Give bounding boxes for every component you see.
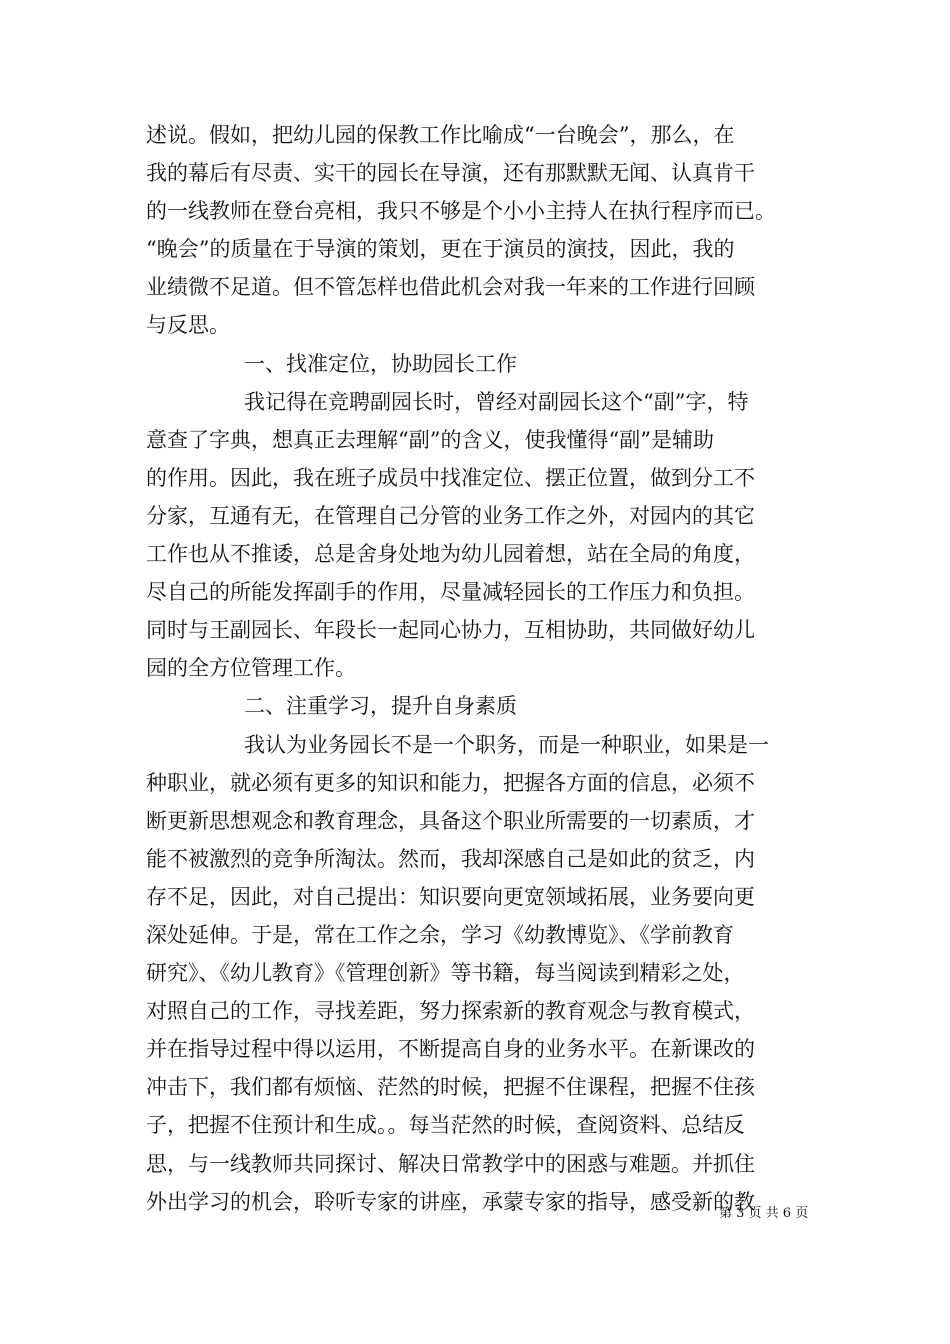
- page-number: 第 3 页 共 6 页: [719, 1206, 809, 1221]
- text-line: 能不被激烈的竞争所淘汰。然而，我却深感自己是如此的贫乏，内: [146, 846, 755, 871]
- text-line: 的作用。因此，我在班子成员中找准定位、摆正位置，做到分工不: [146, 465, 755, 490]
- text-line: “晚会”的质量在于导演的策划，更在于演员的演技，因此，我的: [146, 237, 735, 262]
- text-line: 冲击下，我们都有烦恼、茫然的时候，把握不住课程，把握不住孩: [146, 1075, 755, 1100]
- text-line: 断更新思想观念和教育理念，具备这个职业所需要的一切素质，才: [146, 808, 755, 833]
- document-body: [146, 116, 816, 1221]
- paragraph-start-line: 我认为业务园长不是一个职务，而是一种职业，如果是一: [244, 732, 769, 757]
- text-line: 述说。假如，把幼儿园的保教工作比喻成“一台晚会”，那么，在: [146, 123, 735, 147]
- text-line: 存不足，因此，对自己提出：知识要向更宽领域拓展，业务要向更: [146, 884, 755, 909]
- text-line: 尽自己的所能发挥副手的作用，尽量减轻园长的工作压力和负担。: [146, 580, 755, 605]
- text-line: 业绩微不足道。但不管怎样也借此机会对我一年来的工作进行回顾: [146, 275, 755, 300]
- text-line: 研究》、《幼儿教育》《管理创新》等书籍，每当阅读到精彩之处，: [146, 961, 745, 986]
- text-line: 种职业，就必须有更多的知识和能力，把握各方面的信息，必须不: [146, 770, 755, 795]
- section-heading: 二、注重学习，提升自身素质: [244, 694, 517, 719]
- text-line: 子，把握不住预计和生成。。每当茫然的时候，查阅资料、总结反: [146, 1113, 745, 1138]
- text-line: 意查了字典，想真正去理解“副”的含义，使我懂得“副”是辅助: [146, 427, 714, 452]
- paragraph-start-line: 我记得在竞聘副园长时，曾经对副园长这个“副”字，特: [244, 389, 749, 414]
- text-line: 同时与王副园长、年段长一起同心协力，互相协助，共同做好幼儿: [146, 618, 755, 643]
- text-line: 分家，互通有无，在管理自己分管的业务工作之外，对园内的其它: [146, 503, 755, 528]
- text-line: 并在指导过程中得以运用，不断提高自身的业务水平。在新课改的: [146, 1037, 755, 1062]
- text-line: 深处延伸。于是，常在工作之余，学习《幼教博览》、《学前教育: [146, 922, 734, 947]
- section-heading: 一、找准定位，协助园长工作: [244, 351, 517, 376]
- text-line: 园的全方位管理工作。: [146, 656, 356, 681]
- text-line: 外出学习的机会，聆听专家的讲座，承蒙专家的指导，感受新的教: [146, 1189, 755, 1214]
- text-line: 与反思。: [146, 313, 230, 338]
- text-line: 的一线教师在登台亮相，我只不够是个小小主持人在执行程序而已。: [146, 199, 776, 224]
- text-line: 对照自己的工作，寻找差距，努力探索新的教育观念与教育模式，: [146, 999, 755, 1024]
- text-line: 工作也从不推诿，总是舍身处地为幼儿园着想，站在全局的角度，: [146, 542, 755, 567]
- text-line: 思，与一线教师共同探讨、解决日常教学中的困惑与难题。并抓住: [146, 1151, 755, 1176]
- text-line: 我的幕后有尽责、实干的园长在导演，还有那默默无闻、认真肯干: [146, 161, 755, 186]
